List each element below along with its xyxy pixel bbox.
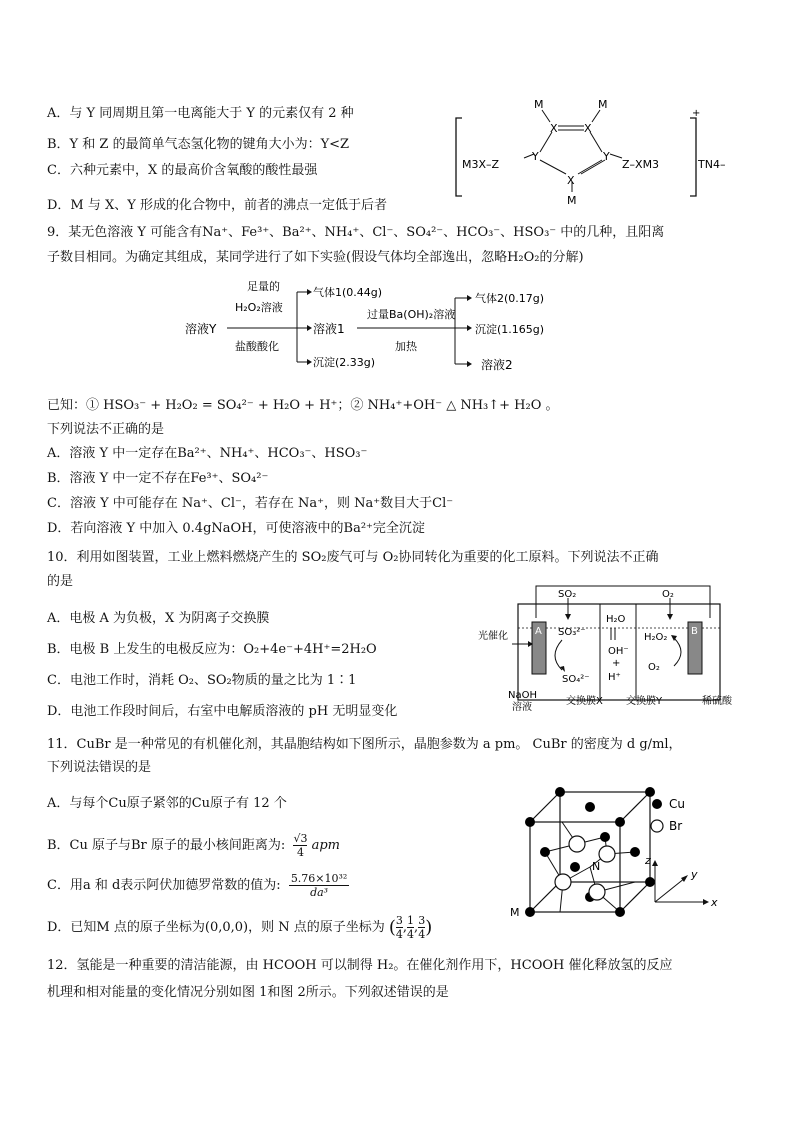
fig-o2-right: O₂ bbox=[648, 662, 660, 673]
q10-option-b: B．电极 B 上发生的电极反应为：O₂+4e⁻+4H⁺=2H₂O bbox=[47, 642, 377, 657]
electrode-b: B bbox=[691, 626, 698, 637]
q11-option-b-fraction bbox=[293, 832, 307, 859]
q11-option-a: A．与每个Cu原子紧邻的Cu原子有 12 个 bbox=[47, 796, 287, 811]
fig-so3: SO₃²⁻ bbox=[558, 627, 586, 638]
fig-so4: SO₄²⁻ bbox=[562, 674, 590, 685]
flow-gas2: 气体2(0.17g) bbox=[475, 292, 545, 305]
q12-stem-line1: 12．氢能是一种重要的清洁能源，由 HCOOH 可以制得 H₂。在催化剂作用下，HCOOH 催化释放氢的反应 bbox=[47, 958, 673, 973]
anion: TN4– bbox=[698, 158, 726, 171]
q8-structure-figure bbox=[450, 96, 730, 208]
atom-m-1: M bbox=[534, 98, 544, 111]
fig-naoh: NaOH bbox=[508, 690, 537, 701]
q9-option-c: C．溶液 Y 中可能存在 Na⁺、Cl⁻，若存在 Na⁺，则 Na⁺数目大于Cl⁻ bbox=[47, 496, 454, 511]
flow-ppt2: 沉淀(1.165g) bbox=[475, 323, 545, 336]
atom-m-2: M bbox=[598, 98, 608, 111]
fig-h2o2: H₂O₂ bbox=[644, 632, 668, 643]
q11-option-b bbox=[47, 832, 340, 859]
q9-option-b: B．溶液 Y 中一定不存在Fe³⁺、SO₄²⁻ bbox=[47, 471, 269, 486]
flow-start: 溶液Y bbox=[185, 322, 217, 336]
fig-h2o: H₂O bbox=[606, 614, 626, 625]
fraction-numerator: 5.76×10³² bbox=[290, 872, 348, 885]
q11-unit-cell-figure bbox=[505, 782, 740, 922]
fig-o2: O₂ bbox=[662, 589, 674, 600]
charge-plus: + bbox=[692, 108, 701, 119]
q8-option-d: D．M 与 X、Y 形成的化合物中，前者的沸点一定低于后者 bbox=[47, 198, 387, 213]
atom-y-2: Y bbox=[603, 150, 610, 163]
flow-reagent2-b: 加热 bbox=[395, 340, 417, 353]
fig-light-catalysis: 光催化 bbox=[478, 631, 508, 642]
flow-gas1: 气体1(0.44g) bbox=[313, 286, 383, 299]
q9-ask: 下列说法不正确的是 bbox=[47, 422, 165, 437]
point-m: M bbox=[510, 906, 520, 919]
q9-stem-line1: 9．某无色溶液 Y 可能含有Na⁺、Fe³⁺、Ba²⁺、NH₄⁺、Cl⁻、SO₄²⁻、HCO₃⁻、HSO₃⁻ 中的几种，且阳离 bbox=[47, 225, 665, 240]
atom-x-3: X bbox=[567, 174, 575, 187]
q10-option-a: A．电极 A 为负极，X 为阴离子交换膜 bbox=[47, 611, 270, 626]
q10-cell-figure bbox=[478, 578, 750, 718]
fraction-denominator: 4 bbox=[296, 846, 304, 859]
fig-membrane-y: 交换膜Y bbox=[626, 696, 663, 707]
group-left: M3X–Z bbox=[462, 158, 500, 171]
electrode-a: A bbox=[535, 626, 542, 637]
q8-option-c: C．六种元素中，X 的最高价含氧酸的酸性最强 bbox=[47, 163, 318, 178]
q11-option-c bbox=[47, 872, 349, 899]
legend-cu-marker bbox=[652, 799, 662, 809]
atom-x-2: X bbox=[584, 122, 592, 135]
atom-x-1: X bbox=[550, 122, 558, 135]
legend-cu: Cu bbox=[669, 797, 685, 811]
fig-hplus: H⁺ bbox=[608, 672, 621, 683]
q11-option-b-text: B．Cu 原子与Br 原子的最小核间距离为: bbox=[47, 838, 286, 853]
q9-option-d: D．若向溶液 Y 中加入 0.4gNaOH，可使溶液中的Ba²⁺完全沉淀 bbox=[47, 521, 425, 536]
legend-br-marker bbox=[651, 820, 663, 832]
flow-reagent1-b: H₂O₂溶液 bbox=[235, 301, 283, 314]
q9-known: 已知：① HSO₃⁻ + H₂O₂ = SO₄²⁻ + H₂O + H⁺；② NH₄⁺+OH⁻ △ NH₃↑+ H₂O 。 bbox=[47, 398, 559, 413]
point-n: N bbox=[592, 860, 601, 873]
axis-x: x bbox=[711, 896, 718, 909]
q12-stem-line2: 机理和相对能量的变化情况分别如图 1和图 2所示。下列叙述错误的是 bbox=[47, 985, 449, 1000]
q11-option-d-text: D．已知M 点的原子坐标为(0,0,0)，则 N 点的原子坐标为 bbox=[47, 920, 385, 935]
fig-so2: SO₂ bbox=[558, 589, 577, 600]
group-right: Z–XM3 bbox=[622, 158, 660, 171]
fig-dilute-acid: 稀硫酸 bbox=[702, 696, 732, 707]
fraction-denominator: da³ bbox=[310, 886, 329, 899]
q9-stem-line2: 子数目相同。为确定其组成，某同学进行了如下实验(假设气体均全部逸出，忽略H₂O₂的分解) bbox=[47, 250, 584, 265]
q10-option-c: C．电池工作时，消耗 O₂、SO₂物质的量之比为 1∶1 bbox=[47, 673, 357, 688]
fig-plus: + bbox=[612, 658, 621, 669]
q11-stem-line1: 11．CuBr 是一种常见的有机催化剂，其晶胞结构如下图所示，晶胞参数为 a pm。 CuBr 的密度为 d g/ml， bbox=[47, 737, 682, 752]
fraction-numerator: √3 bbox=[293, 832, 308, 845]
q9-option-a: A．溶液 Y 中一定存在Ba²⁺、NH₄⁺、HCO₃⁻、HSO₃⁻ bbox=[47, 446, 368, 461]
q10-option-d: D．电池工作段时间后，右室中电解质溶液的 pH 无明显变化 bbox=[47, 704, 398, 719]
q11-stem-line2: 下列说法错误的是 bbox=[47, 760, 152, 775]
q9-flow-diagram bbox=[185, 278, 585, 378]
q10-stem-line1: 10．利用如图装置，工业上燃料燃烧产生的 SO₂废气可与 O₂协同转化为重要的化工原料。下列说法不正确 bbox=[47, 550, 659, 565]
flow-solution2: 溶液2 bbox=[481, 358, 513, 372]
q8-option-b: B．Y 和 Z 的最简单气态氢化物的键角大小为：Y<Z bbox=[47, 137, 350, 152]
flow-solution1: 溶液1 bbox=[313, 322, 345, 336]
q10-stem-line2: 的是 bbox=[47, 574, 74, 589]
atom-m-3: M bbox=[567, 194, 577, 207]
flow-reagent1-c: 盐酸酸化 bbox=[235, 340, 279, 353]
q11-option-c-text: C．用a 和 d表示阿伏加德罗常数的值为: bbox=[47, 878, 281, 893]
atom-y-1: Y bbox=[532, 150, 539, 163]
legend-br: Br bbox=[669, 819, 683, 833]
q11-option-d: D．已知M 点的原子坐标为(0,0,0)，则 N 点的原子坐标为 ( $\frac{3}{4}$ , $\frac{1}{4}$ , $\frac{3}{4}$ ) bbox=[47, 914, 433, 941]
flow-ppt1: 沉淀(2.33g) bbox=[313, 356, 376, 369]
q11-option-c-fraction bbox=[289, 872, 350, 899]
fig-oh: OH⁻ bbox=[608, 646, 629, 657]
flow-reagent1-a: 足量的 bbox=[247, 280, 280, 293]
q8-option-a: A．与 Y 同周期且第一电离能大于 Y 的元素仅有 2 种 bbox=[47, 106, 354, 121]
axis-y: y bbox=[691, 868, 698, 881]
q11-option-b-unit: apm bbox=[311, 838, 340, 853]
fig-membrane-x: 交换膜X bbox=[566, 696, 603, 707]
fig-naoh-solution: 溶液 bbox=[512, 702, 532, 713]
axis-z: z bbox=[645, 854, 651, 867]
flow-reagent2-a: 过量Ba(OH)₂溶液 bbox=[367, 308, 456, 321]
